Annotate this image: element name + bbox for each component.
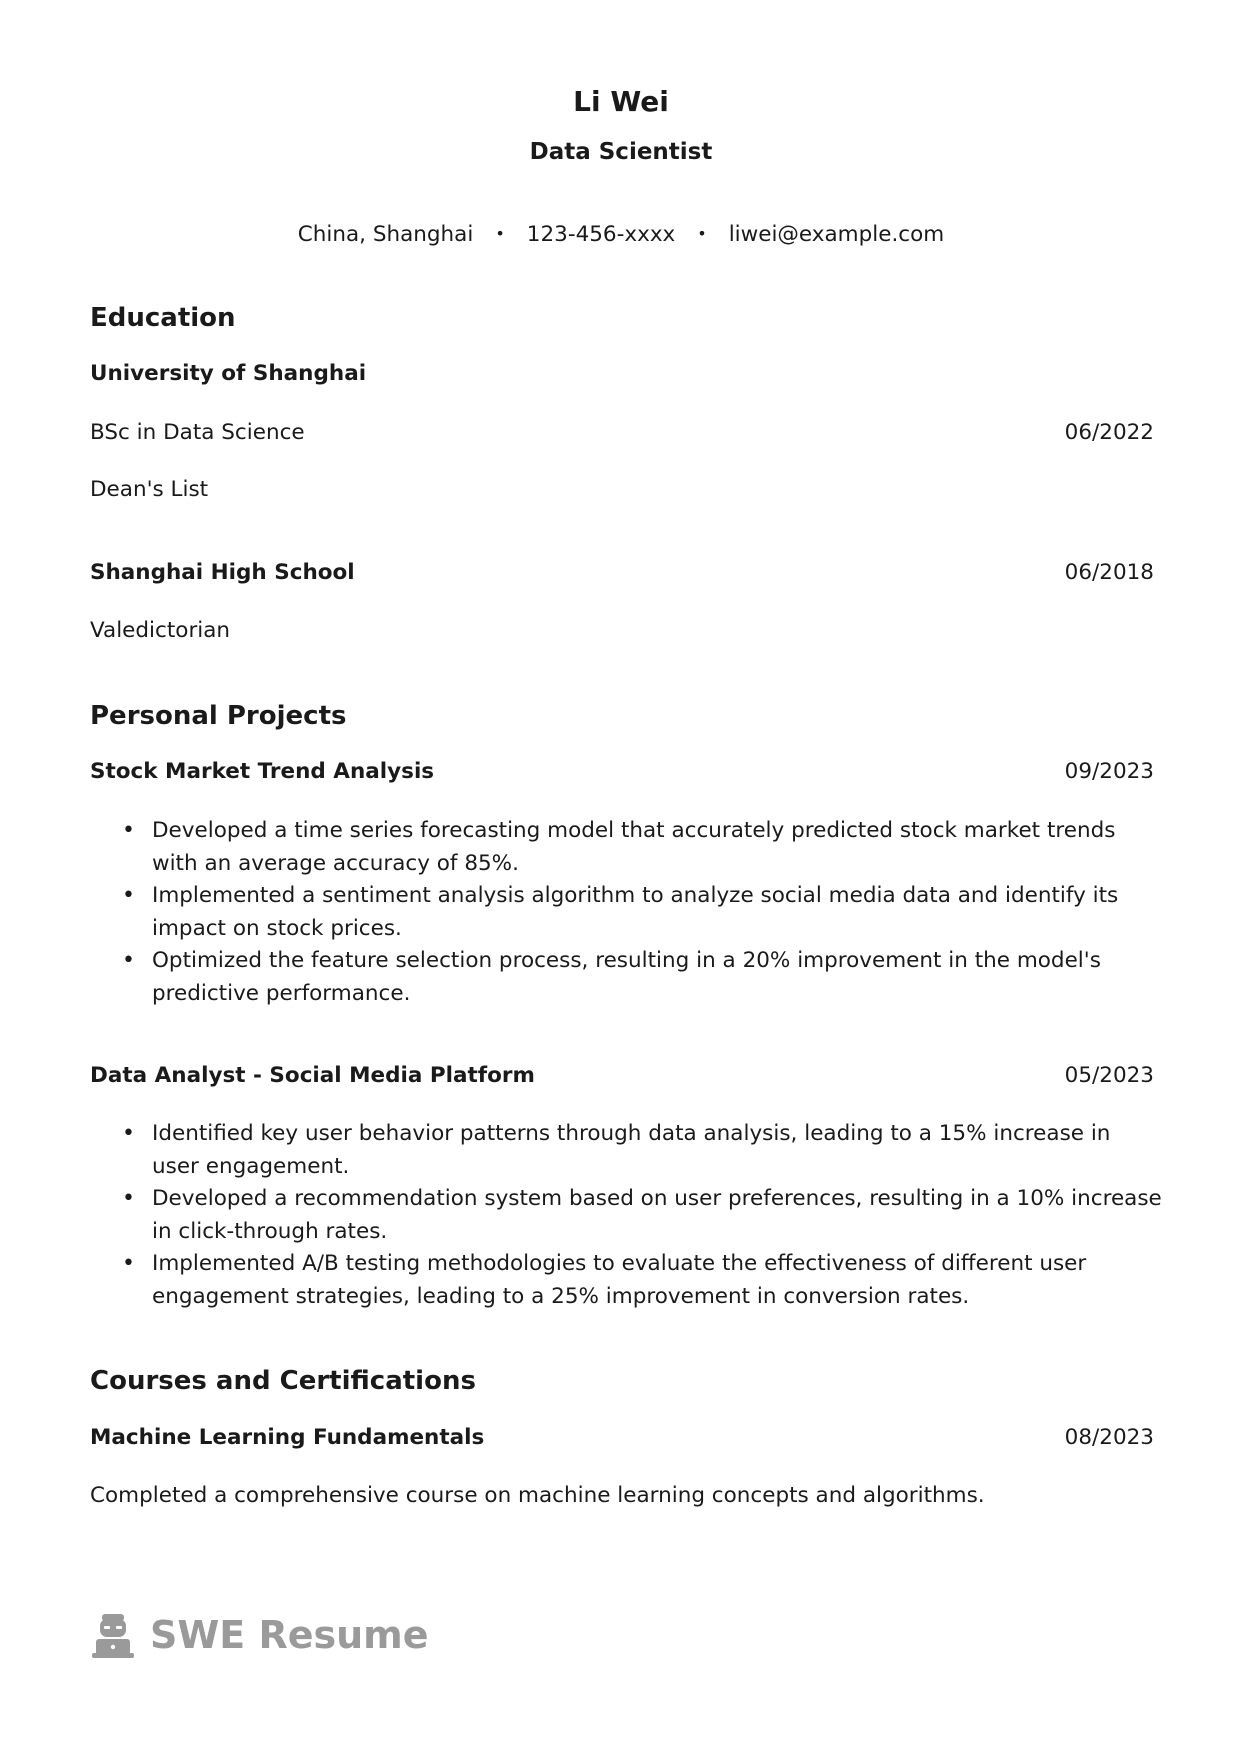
developer-mascot-icon <box>90 1611 136 1659</box>
project-date: 09/2023 <box>1064 759 1154 784</box>
education-school: Shanghai High School <box>90 560 355 585</box>
education-school: University of Shanghai <box>90 361 367 386</box>
projects-heading: Personal Projects <box>90 701 347 731</box>
course-date: 08/2023 <box>1064 1425 1154 1450</box>
list-item: • Implemented A/B testing methodologies to evaluate the effectiveness of different user engagement strategies, leading to a 25% improvement in conversion rates. <box>122 1248 1162 1313</box>
list-item: • Optimized the feature selection process, resulting in a 20% improvement in the model's predictive performance. <box>122 945 1162 1010</box>
candidate-name: Li Wei <box>573 85 669 118</box>
project-date: 05/2023 <box>1064 1063 1154 1088</box>
project-title: Stock Market Trend Analysis <box>90 759 435 784</box>
project-bullets <box>122 815 1162 1010</box>
candidate-title: Data Scientist <box>529 139 713 165</box>
contact-location: China, Shanghai <box>297 222 474 247</box>
swe-resume-logo <box>90 1610 429 1660</box>
education-note: Dean's List <box>90 477 209 502</box>
education-degree: BSc in Data Science <box>90 420 305 445</box>
education-heading: Education <box>90 303 236 333</box>
list-item: • Developed a time series forecasting model that accurately predicted stock market trends with an average accuracy of 85%. <box>122 815 1162 880</box>
project-bullets <box>122 1118 1162 1313</box>
education-date: 06/2018 <box>1064 560 1154 585</box>
education-note: Valedictorian <box>90 618 231 643</box>
separator-dot: • <box>495 224 505 243</box>
list-item: • Implemented a sentiment analysis algorithm to analyze social media data and identify its impact on stock prices. <box>122 880 1162 945</box>
courses-heading: Courses and Certifications <box>90 1366 476 1396</box>
brand-name: SWE Resume <box>150 1613 429 1657</box>
separator-dot: • <box>697 224 707 243</box>
education-date: 06/2022 <box>1064 420 1154 445</box>
course-title: Machine Learning Fundamentals <box>90 1425 485 1450</box>
contact-email[interactable]: liwei@example.com <box>728 222 945 247</box>
list-item: • Developed a recommendation system based on user preferences, resulting in a 10% increase in click-through rates. <box>122 1183 1162 1248</box>
course-description: Completed a comprehensive course on machine learning concepts and algorithms. <box>90 1483 985 1508</box>
contact-line <box>0 219 1242 250</box>
list-item: • Identified key user behavior patterns through data analysis, leading to a 15% increase in user engagement. <box>122 1118 1162 1183</box>
project-title: Data Analyst - Social Media Platform <box>90 1063 535 1088</box>
contact-phone: 123-456-xxxx <box>526 222 676 247</box>
